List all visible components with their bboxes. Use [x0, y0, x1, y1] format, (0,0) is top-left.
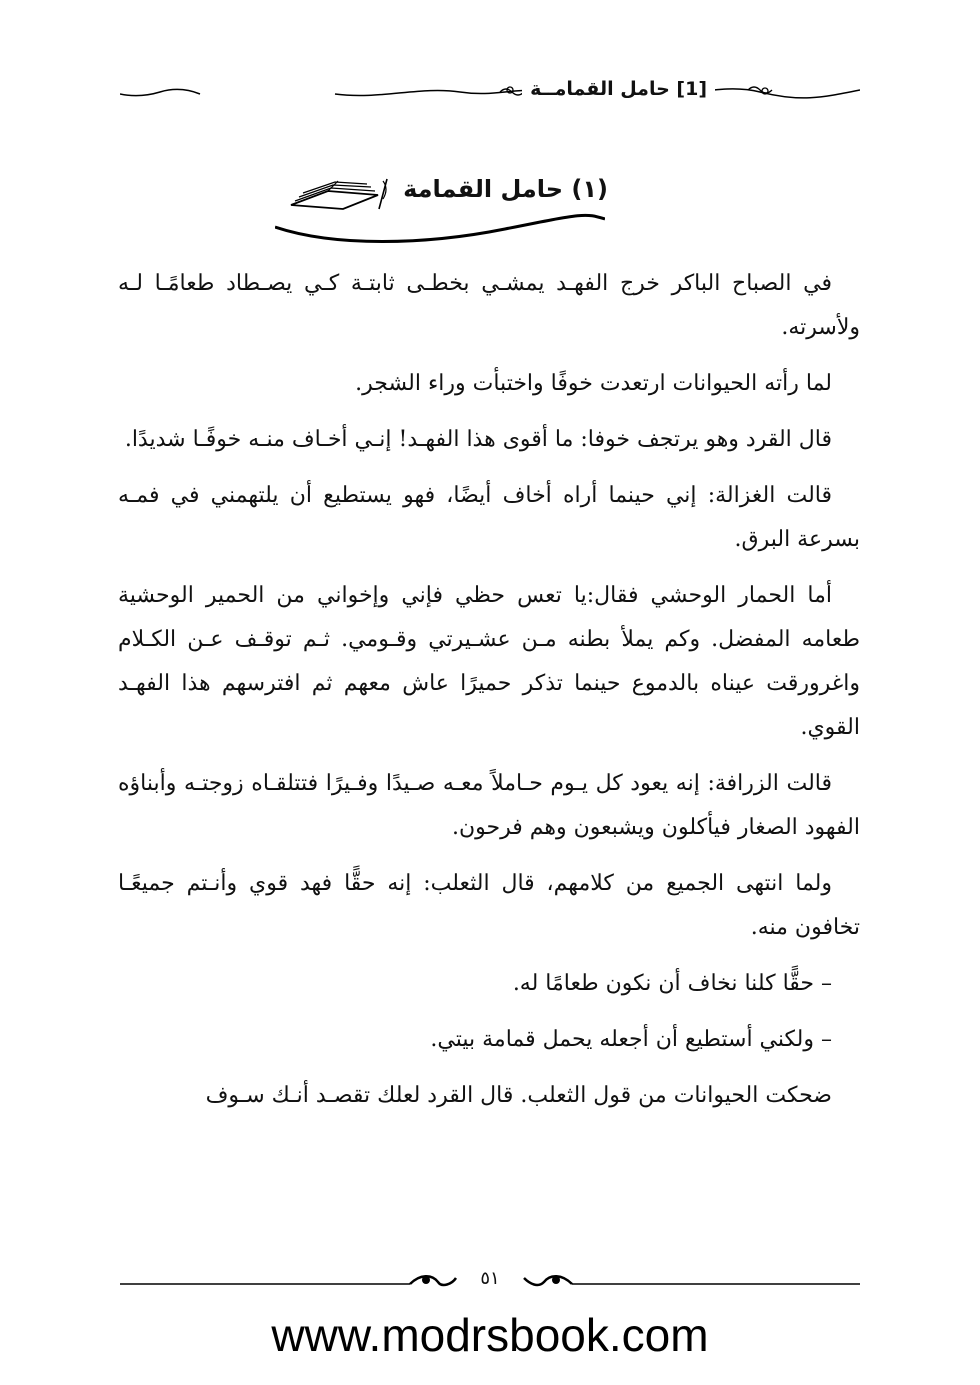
- title-underline-swoosh: [275, 207, 605, 247]
- paragraph: قال القرد وهو يرتجف خوفا: ما أقوى هذا الفهـد! إنـي أخـاف منـه خوفًـا شديدًا.: [124, 427, 832, 452]
- paragraph: لما رأته الحيوانات ارتعدت خوفًا واختبأت وراء الشجر.: [355, 371, 832, 396]
- running-title: [1] حامل القمامــة: [522, 78, 715, 100]
- story-body: [118, 262, 860, 1130]
- dialog-line: – حقًّا كلنا نخاف أن نكون طعامًا له.: [512, 971, 832, 996]
- chapter-heading: [0, 175, 980, 245]
- watermark-url: www.modrsbook.com: [271, 1309, 709, 1361]
- paragraph: أما الحمار الوحشي فقال:يا تعس حظي فإني وإخواني من الحمير الوحشية طعامه المفضل. وكم يملأ بطنه مـن عشـيرتي وقـومي. ثـم توقـف عـن الكـلام واغرورقت عيناه بالدموع حينما تذكر حميرًا عاش معهم ثم افترسهم هذا الفهـد القوي.: [118, 583, 860, 740]
- chapter-title: (١) حامل القمامة: [403, 175, 608, 203]
- page-footer: [120, 1262, 860, 1302]
- header-ornament-line: [120, 78, 860, 108]
- running-header: [120, 78, 860, 108]
- paragraph: قالت الزرافة: إنه يعود كل يـوم حـاملاً معـه صـيدًا وفـيرًا فتتلقـاه زوجتـه وأبناؤه الفهود الصغار فيأكلون ويشبعون وهم فرحون.: [118, 771, 860, 840]
- paragraph: قالت الغزالة: إني حينما أراه أخاف أيضًا، فهو يستطيع أن يلتهمني في فمـه بسرعة البرق.: [118, 483, 860, 552]
- paragraph: ولما انتهى الجميع من كلامهم، قال الثعلب: إنه حقًّا فهد قوي وأنـتم جميعًـا تخافون منه.: [118, 871, 860, 940]
- paragraph: في الصباح الباكر خرج الفهـد يمشـي بخطـى ثابتـة كـي يصـطاد طعامًـا لـه ولأسرته.: [118, 271, 860, 340]
- paragraph: ضحكت الحيوانات من قول الثعلب. قال القرد لعلك تقصـد أنـك سـوف: [205, 1083, 832, 1108]
- dialog-line: – ولكني أستطيع أن أجعله يحمل قمامة بيتي.: [430, 1027, 832, 1052]
- page-number: ٥١: [472, 1268, 508, 1289]
